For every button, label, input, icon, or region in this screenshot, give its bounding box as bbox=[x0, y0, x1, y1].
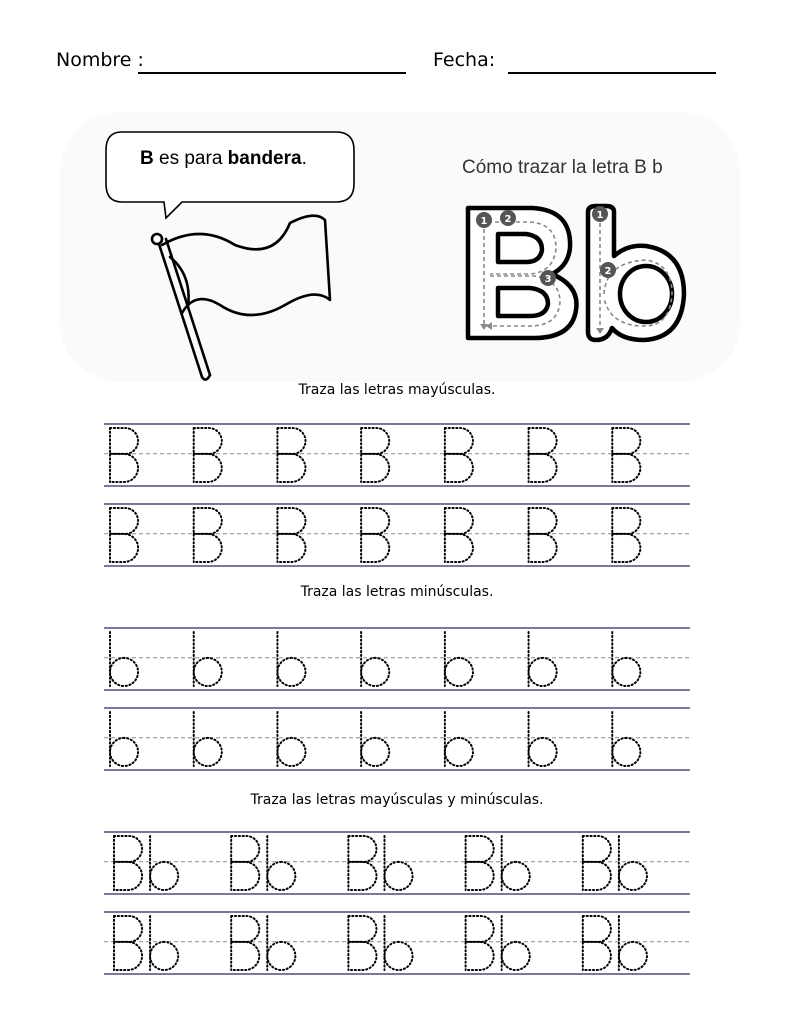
trace-letter-b bbox=[612, 632, 640, 686]
trace-letter-b bbox=[619, 836, 647, 890]
trace-letter-B bbox=[583, 836, 611, 890]
step-number-3: 3 bbox=[544, 274, 552, 285]
trace-letter-b bbox=[361, 712, 389, 766]
trace-letter-b bbox=[619, 916, 647, 970]
trace-letter-B bbox=[466, 916, 494, 970]
trace-letter-B bbox=[231, 836, 259, 890]
trace-letter-B bbox=[612, 508, 640, 562]
instruction-uppercase: Traza las letras mayúsculas. bbox=[298, 382, 496, 398]
trace-letter-b bbox=[194, 632, 222, 686]
step-number-b1: 1 bbox=[596, 210, 604, 221]
instruction-mixed: Traza las letras mayúsculas y minúsculas. bbox=[250, 792, 544, 808]
trace-letter-b bbox=[150, 916, 178, 970]
trace-letter-B bbox=[361, 508, 389, 562]
trace-letter-B bbox=[612, 428, 640, 482]
trace-letter-B bbox=[194, 508, 222, 562]
step-number-b2: 2 bbox=[604, 266, 612, 277]
trace-letter-b bbox=[502, 836, 530, 890]
bubble-word: bandera bbox=[227, 148, 302, 169]
trace-letter-b bbox=[384, 836, 412, 890]
trace-letter-B bbox=[445, 428, 473, 482]
trace-letter-b bbox=[612, 712, 640, 766]
trace-letter-b bbox=[277, 632, 305, 686]
trace-letter-B bbox=[348, 916, 376, 970]
trace-letter-B bbox=[348, 836, 376, 890]
trace-letter-B bbox=[114, 836, 142, 890]
trace-letter-b bbox=[150, 836, 178, 890]
trace-letter-b bbox=[267, 836, 295, 890]
name-label: Nombre : bbox=[56, 49, 144, 71]
trace-letter-B bbox=[529, 508, 557, 562]
trace-letter-b bbox=[445, 632, 473, 686]
trace-letter-B bbox=[110, 508, 138, 562]
trace-letter-b bbox=[110, 712, 138, 766]
step-number-1: 1 bbox=[480, 216, 488, 227]
trace-letter-B bbox=[445, 508, 473, 562]
trace-letter-B bbox=[194, 428, 222, 482]
trace-letter-B bbox=[583, 916, 611, 970]
howto-title: Cómo trazar la letra B b bbox=[462, 157, 663, 178]
trace-letter-B bbox=[231, 916, 259, 970]
trace-letter-B bbox=[466, 836, 494, 890]
bubble-middle: es para bbox=[153, 148, 228, 169]
bubble-letter: B bbox=[140, 148, 154, 169]
trace-letter-B bbox=[114, 916, 142, 970]
trace-letter-b bbox=[267, 916, 295, 970]
trace-letter-B bbox=[361, 428, 389, 482]
trace-letter-b bbox=[194, 712, 222, 766]
date-label: Fecha: bbox=[433, 49, 496, 71]
trace-letter-b bbox=[529, 632, 557, 686]
step-number-2: 2 bbox=[504, 214, 512, 225]
trace-letter-b bbox=[384, 916, 412, 970]
trace-letter-b bbox=[277, 712, 305, 766]
trace-letter-b bbox=[110, 632, 138, 686]
instruction-lowercase: Traza las letras minúsculas. bbox=[300, 584, 494, 600]
trace-letter-B bbox=[529, 428, 557, 482]
trace-letter-B bbox=[110, 428, 138, 482]
trace-letter-b bbox=[361, 632, 389, 686]
trace-letter-b bbox=[502, 916, 530, 970]
trace-letter-B bbox=[277, 428, 305, 482]
bubble-end: . bbox=[301, 148, 307, 169]
trace-letter-b bbox=[445, 712, 473, 766]
trace-letter-b bbox=[529, 712, 557, 766]
trace-letter-B bbox=[277, 508, 305, 562]
